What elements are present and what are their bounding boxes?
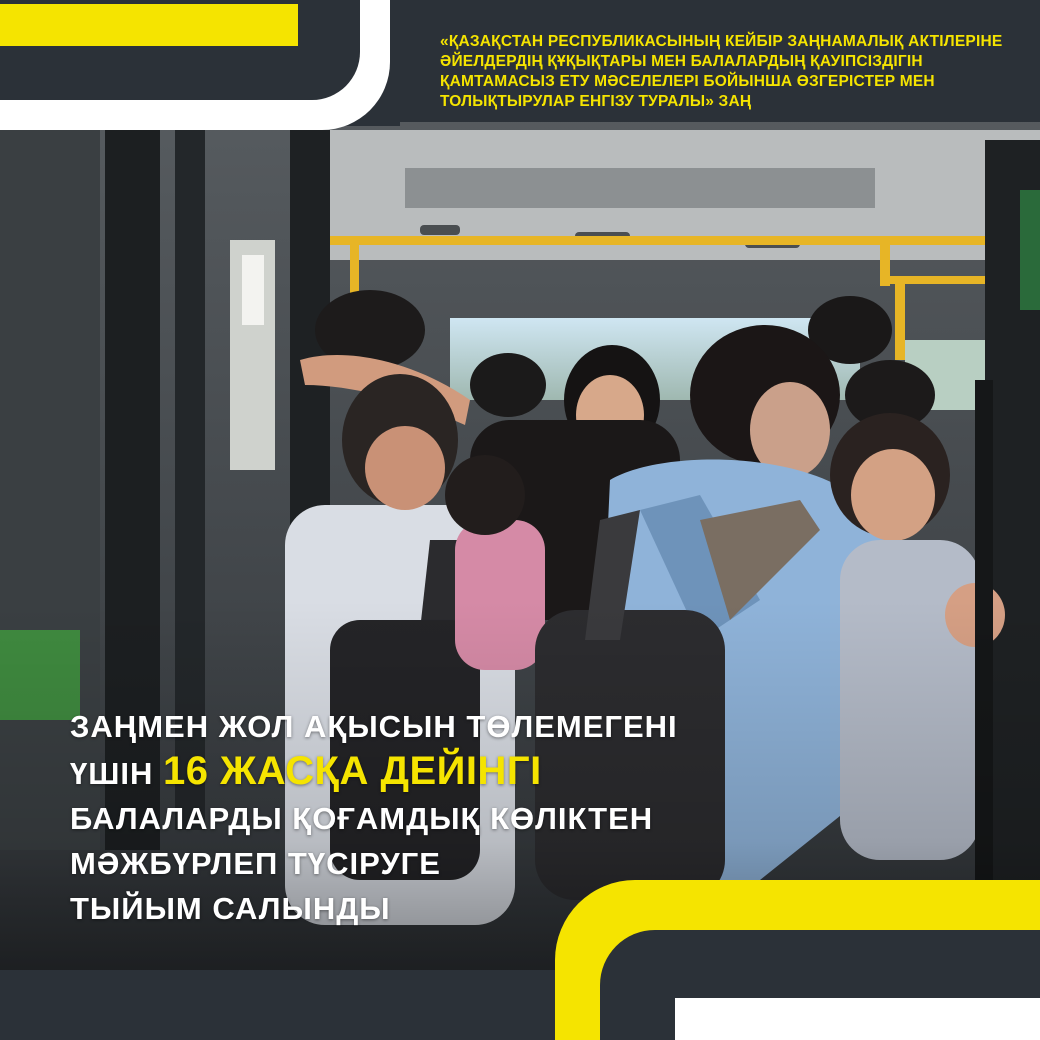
headline-line-1: ЗАҢМЕН ЖОЛ АҚЫСЫН ТӨЛЕМЕГЕНІ: [70, 709, 678, 744]
headline-line-4: МӘЖБҮРЛЕП ТҮСІРУГЕ: [70, 846, 441, 881]
headline-line-5: ТЫЙЫМ САЛЫНДЫ: [70, 891, 391, 926]
headline-line-2: [70, 749, 830, 796]
headline-line-3: БАЛАЛАРДЫ ҚОҒАМДЫҚ КӨЛІКТЕН: [70, 801, 654, 836]
headline-accent: 16 ЖАСҚА ДЕЙІНГІ: [163, 749, 542, 793]
headline: [70, 704, 830, 931]
law-title: «ҚАЗАҚСТАН РЕСПУБЛИКАСЫНЫҢ КЕЙБІР ЗАҢНАМАЛЫҚ АКТІЛЕРІНЕ ӘЙЕЛДЕРДІҢ ҚҰҚЫҚТАРЫ МЕН БАЛАЛАРДЫҢ ҚАУІПСІЗДІГІН ҚАМТАМАСЫЗ ЕТУ МӘСЕЛЕЛЕРІ БОЙЫНША ӨЗГЕРІСТЕР МЕН ТОЛЫҚТЫРУЛАР ЕНГІЗУ ТУРАЛЫ» ЗАҢ: [440, 33, 1003, 110]
headline-prefix: ҮШІН: [70, 756, 164, 791]
